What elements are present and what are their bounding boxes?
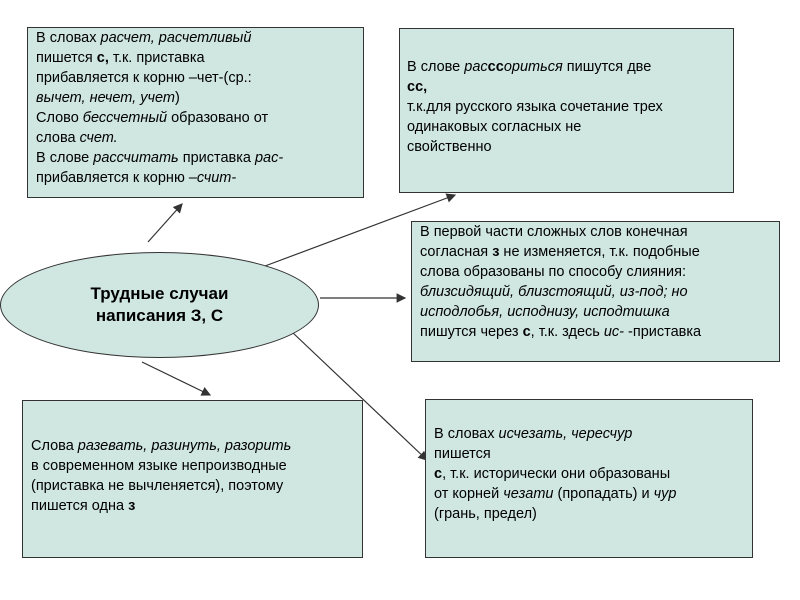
highlight-letter: сс [487, 59, 504, 75]
text: , т.к. исторически они образованы [442, 466, 671, 482]
example-words: рассчитать [93, 150, 179, 166]
note-box-ischezat [425, 399, 753, 558]
note-box-raschet [27, 27, 364, 198]
text: В слове [36, 150, 94, 166]
example-words: вычет, нечет, учет [36, 90, 175, 106]
example-words: исчезать, чересчур [498, 426, 633, 442]
text: пишется одна [31, 498, 129, 514]
text: В слове [407, 59, 465, 75]
text: т.к.для русского языка сочетание трех [407, 99, 663, 115]
example-words: счит- [196, 170, 237, 186]
text: прибавляется к корню –чет-(ср.: [36, 70, 252, 86]
highlight-letter: з [128, 498, 136, 514]
example-words: рас [464, 59, 488, 75]
central-topic-ellipse [0, 252, 319, 358]
text: пишутся через [420, 324, 523, 340]
text: В словах [36, 30, 101, 46]
highlight-letter: з [492, 244, 500, 260]
text: одинаковых согласных не [407, 119, 582, 135]
text: В словах [434, 426, 499, 442]
text: (приставка не вычленяется), поэтому [31, 478, 284, 494]
text: т.к. приставка [108, 50, 205, 66]
text: свойственно [407, 139, 492, 155]
note-box-compound-words [411, 221, 780, 362]
text: приставка [178, 150, 255, 166]
example-words: исподлобья, исподнизу, исподтишка [420, 304, 670, 320]
central-topic-line1: Трудные случаи [90, 284, 229, 303]
example-words: ориться [503, 59, 563, 75]
text: Слова [31, 438, 78, 454]
text: , т.к. здесь [530, 324, 604, 340]
text: согласная [420, 244, 493, 260]
text: образовано от [167, 110, 269, 126]
example-words: близсидящий, близстоящий, из-под; но [420, 284, 688, 300]
example-words: чезати [503, 486, 554, 502]
example-words: бессчетный [82, 110, 168, 126]
note-box-razevat [22, 400, 363, 558]
text: слова образованы по способу слияния: [420, 264, 687, 280]
text: пишутся две [562, 59, 652, 75]
text: В первой части сложных слов конечная [420, 224, 688, 240]
highlight-letter: с, [96, 50, 109, 66]
highlight-letter: с [522, 324, 531, 340]
text: в современном языке непроизводные [31, 458, 287, 474]
text: (грань, предел) [434, 506, 537, 522]
example-words: счет. [79, 130, 118, 146]
example-words: расчет, расчетливый [100, 30, 252, 46]
example-words: ис- [603, 324, 625, 340]
note-box-rassoritsya [399, 28, 734, 193]
central-topic-line2: написания З, С [95, 306, 224, 325]
text: (пропадать) и [553, 486, 654, 502]
example-words: рас- [254, 150, 284, 166]
text: прибавляется к корню – [36, 170, 197, 186]
text: пишется [36, 50, 97, 66]
text: не изменяется, т.к. подобные [499, 244, 700, 260]
example-words: чур [653, 486, 677, 502]
text: от корней [434, 486, 504, 502]
text: -приставка [624, 324, 702, 340]
arrow-to-top-left [148, 204, 182, 242]
highlight-letter: с [434, 466, 443, 482]
highlight-letter: сс, [407, 79, 428, 95]
text: ) [174, 90, 180, 106]
text: Слово [36, 110, 83, 126]
arrow-to-bottom-left [142, 362, 210, 395]
text: слова [36, 130, 80, 146]
example-words: разевать, разинуть, разорить [77, 438, 292, 454]
text: пишется [434, 446, 491, 462]
